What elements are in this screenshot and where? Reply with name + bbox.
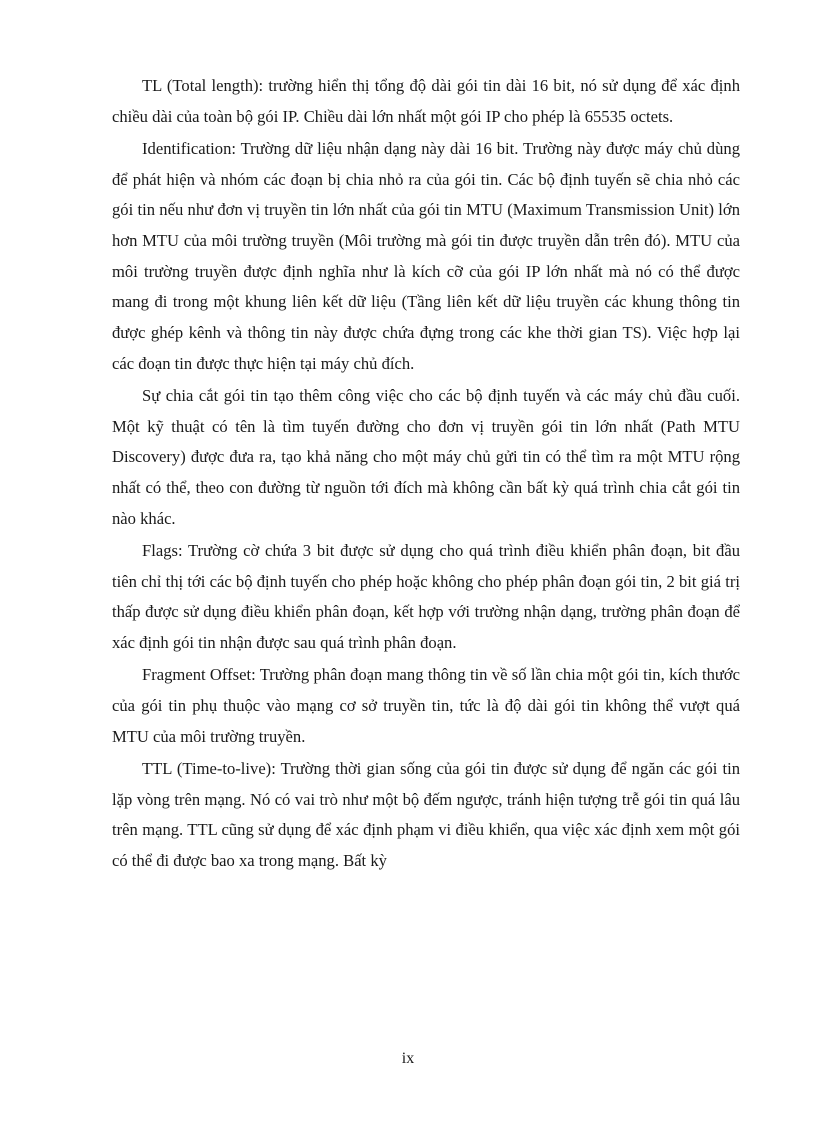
body-text [112, 71, 740, 878]
paragraph-fragmentation: Sự chia cắt gói tin tạo thêm công việc cho các bộ định tuyến và các máy chủ đầu cuối. Một kỹ thuật có tên là tìm tuyến đường cho đơn vị truyền gói tin lớn nhất (Path MTU Discovery) được đưa ra, tạo khả năng cho một máy chủ gửi tin có thể tìm ra một MTU rộng nhất có thể, theo con đường từ nguồn tới đích mà không cần bất kỳ quá trình chia cắt gói tin nào khác. [112, 386, 740, 528]
paragraph-ttl: TTL (Time-to-live): Trường thời gian sống của gói tin được sử dụng để ngăn các gói tin lặp vòng trên mạng. Nó có vai trò như một bộ đếm ngược, tránh hiện tượng trễ gói tin quá lâu trên mạng. TTL cũng sử dụng để xác định phạm vi điều khiển, qua việc xác định xem một gói có thể đi được bao xa trong mạng. Bất kỳ [112, 758, 740, 871]
page-number: ix [401, 1050, 415, 1067]
paragraph-identification: Identification: Trường dữ liệu nhận dạng này dài 16 bit. Trường này được máy chủ dùng để phát hiện và nhóm các đoạn bị chia nhỏ ra của gói tin. Các bộ định tuyến sẽ chia nhỏ các gói tin nếu như đơn vị truyền tin lớn nhất của gói tin MTU (Maximum Transmission Unit) lớn hơn MTU của môi trường truyền (Môi trường mà gói tin được truyền dẫn trên đó). MTU của môi trường truyền được định nghĩa như là kích cỡ của gói IP lớn nhất mà nó có thể được mang đi trong một khung liên kết dữ liệu (Tầng liên kết dữ liệu truyền các khung thông tin được ghép kênh và thông tin này được chứa đựng trong các khe thời gian TS). Việc hợp lại các đoạn tin được thực hiện tại máy chủ đích. [112, 138, 740, 373]
paragraph-total-length: TL (Total length): trường hiển thị tổng độ dài gói tin dài 16 bit, nó sử dụng để xác định chiều dài của toàn bộ gói IP. Chiều dài lớn nhất một gói IP cho phép là 65535 octets. [112, 76, 740, 126]
paragraph-fragment-offset: Fragment Offset: Trường phân đoạn mang thông tin về số lần chia một gói tin, kích thước của gói tin phụ thuộc vào mạng cơ sở truyền tin, tức là độ dài gói tin không thể vượt quá MTU của môi trường truyền. [112, 665, 740, 746]
paragraph-flags: Flags: Trường cờ chứa 3 bit được sử dụng cho quá trình điều khiển phân đoạn, bit đầu tiên chỉ thị tới các bộ định tuyến cho phép hoặc không cho phép phân đoạn gói tin, 2 bit giá trị thấp được sử dụng điều khiển phân đoạn, kết hợp với trường nhận dạng, trường phân đoạn để xác định gói tin nhận được sau quá trình phân đoạn. [112, 541, 740, 653]
